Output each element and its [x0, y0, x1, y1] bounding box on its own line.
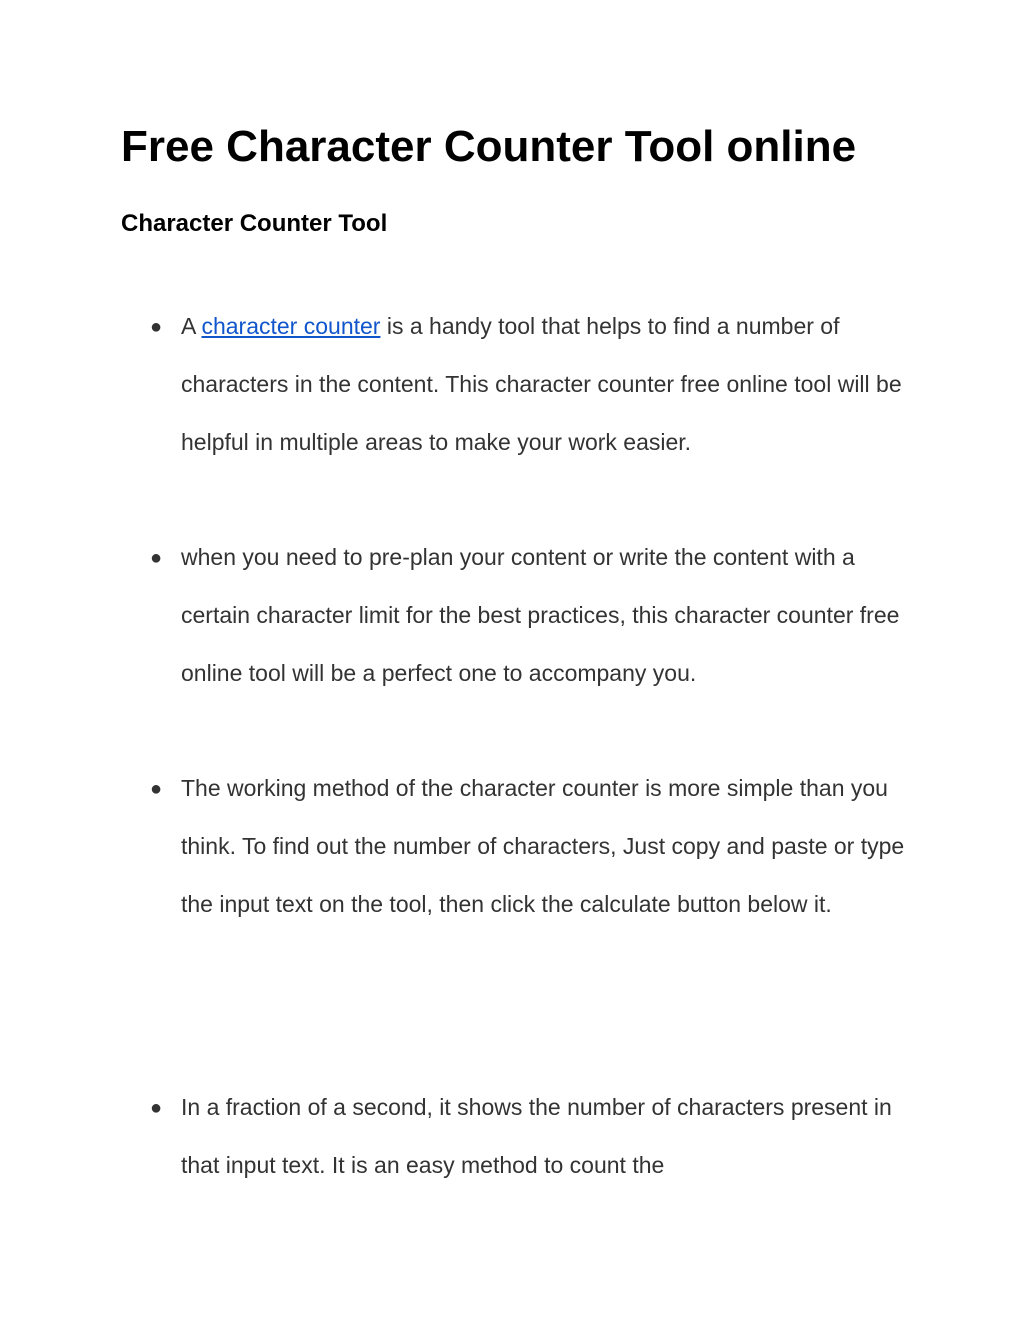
bullet-icon: ●	[150, 316, 163, 338]
bullet-icon: ●	[150, 1097, 163, 1119]
section-heading: Character Counter Tool	[121, 210, 388, 237]
page-title: Free Character Counter Tool online	[121, 122, 857, 171]
list-item-text	[181, 298, 906, 471]
bullet-icon: ●	[150, 547, 163, 569]
character-counter-link[interactable]: character counter	[201, 313, 381, 339]
list-item-suffix: is a handy tool that helps to find a number of characters in the content. This character counter free online tool will be helpful in multiple areas to make your work easier.	[181, 313, 902, 455]
list-item-text: In a fraction of a second, it shows the number of characters present in that input text. It is an easy method to count the	[181, 1094, 892, 1178]
list-item-text: when you need to pre-plan your content or write the content with a certain character limit for the best practices, this character counter free online tool will be a perfect one to accompany you.	[181, 544, 900, 686]
bullet-icon: ●	[150, 778, 163, 800]
list-item-prefix: A	[181, 313, 202, 339]
list-item-text: The working method of the character counter is more simple than you think. To find out the number of characters, Just copy and paste or type the input text on the tool, then click the calculate button below it.	[181, 775, 905, 917]
